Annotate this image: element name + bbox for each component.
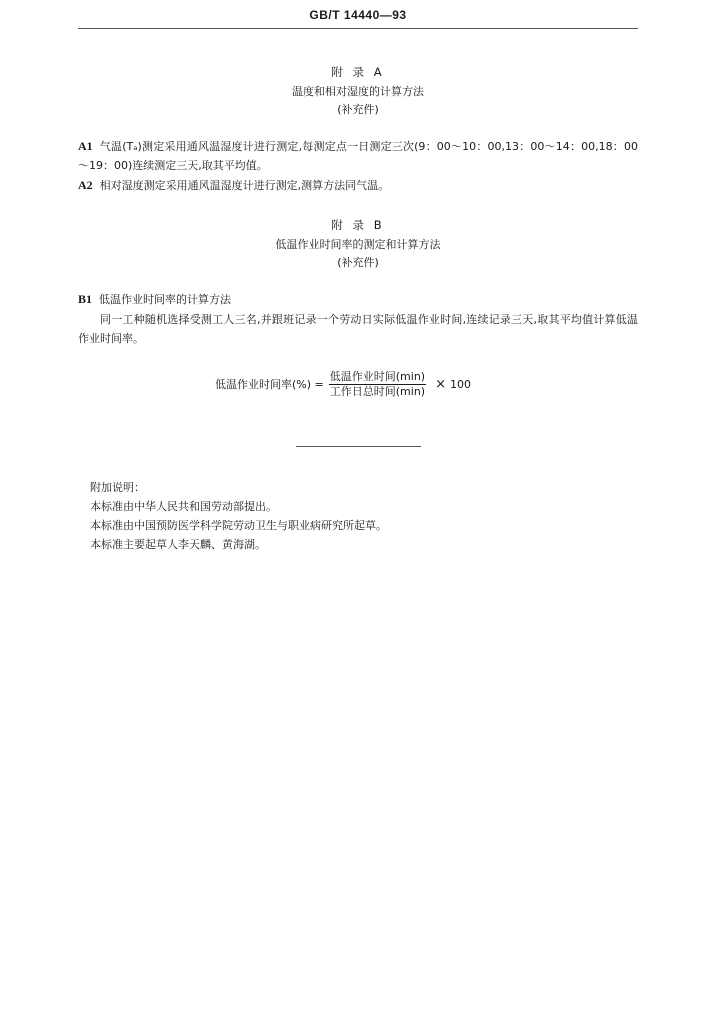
formula-fraction [329, 371, 426, 398]
clause-a2-text: 相对湿度测定采用通风温湿度计进行测定,测算方法同气温。 [99, 179, 390, 192]
clause-b1-heading-text: 低温作业时间率的计算方法 [99, 293, 232, 306]
standard-code-header: GB/T 14440—93 [309, 8, 407, 22]
formula-factor: 100 [449, 377, 471, 391]
clause-b1-heading [78, 290, 638, 309]
header-divider [78, 28, 638, 29]
formula-lhs: 低温作业时间率(%) = [215, 378, 324, 391]
formula-times-sign: × [435, 376, 446, 392]
clause-a2 [78, 176, 638, 195]
additional-note-line: 本标准由中国预防医学科学院劳动卫生与职业病研究所起草。 [90, 519, 387, 532]
appendix-a-title: 附 录 A [331, 65, 385, 79]
clause-b1-label: B1 [78, 292, 93, 306]
clause-a2-label: A2 [78, 178, 93, 192]
clause-a1-text: 气温(Tₐ)测定采用通风温湿度计进行测定,每测定点一日测定三次(9：00～10：00,13：00～14：00,18：00～19：00)连续测定三天,取其平均值。 [78, 140, 638, 172]
additional-note-line: 本标准由中华人民共和国劳动部提出。 [90, 500, 277, 513]
appendix-a-note: (补充件) [337, 103, 379, 116]
additional-notes-heading: 附加说明： [90, 481, 145, 494]
appendix-b-title: 附 录 B [331, 218, 385, 232]
clause-a1 [78, 137, 638, 175]
appendix-b-subtitle: 低温作业时间率的测定和计算方法 [275, 238, 441, 251]
clause-a1-label: A1 [78, 139, 93, 153]
additional-note-line: 本标准主要起草人李天麟、黄海湖。 [90, 538, 266, 551]
time-ratio-formula [215, 370, 471, 398]
formula-denominator: 工作日总时间(min) [329, 384, 426, 398]
clause-b1-text: 同一工种随机选择受测工人三名,并跟班记录一个劳动日实际低温作业时间,连续记录三天,取其平均值计算低温作业时间率。 [78, 313, 638, 345]
appendix-a-subtitle: 温度和相对湿度的计算方法 [292, 85, 424, 98]
appendix-b-note: (补充件) [337, 256, 379, 269]
section-divider [296, 446, 421, 447]
formula-numerator: 低温作业时间(min) [329, 369, 426, 383]
